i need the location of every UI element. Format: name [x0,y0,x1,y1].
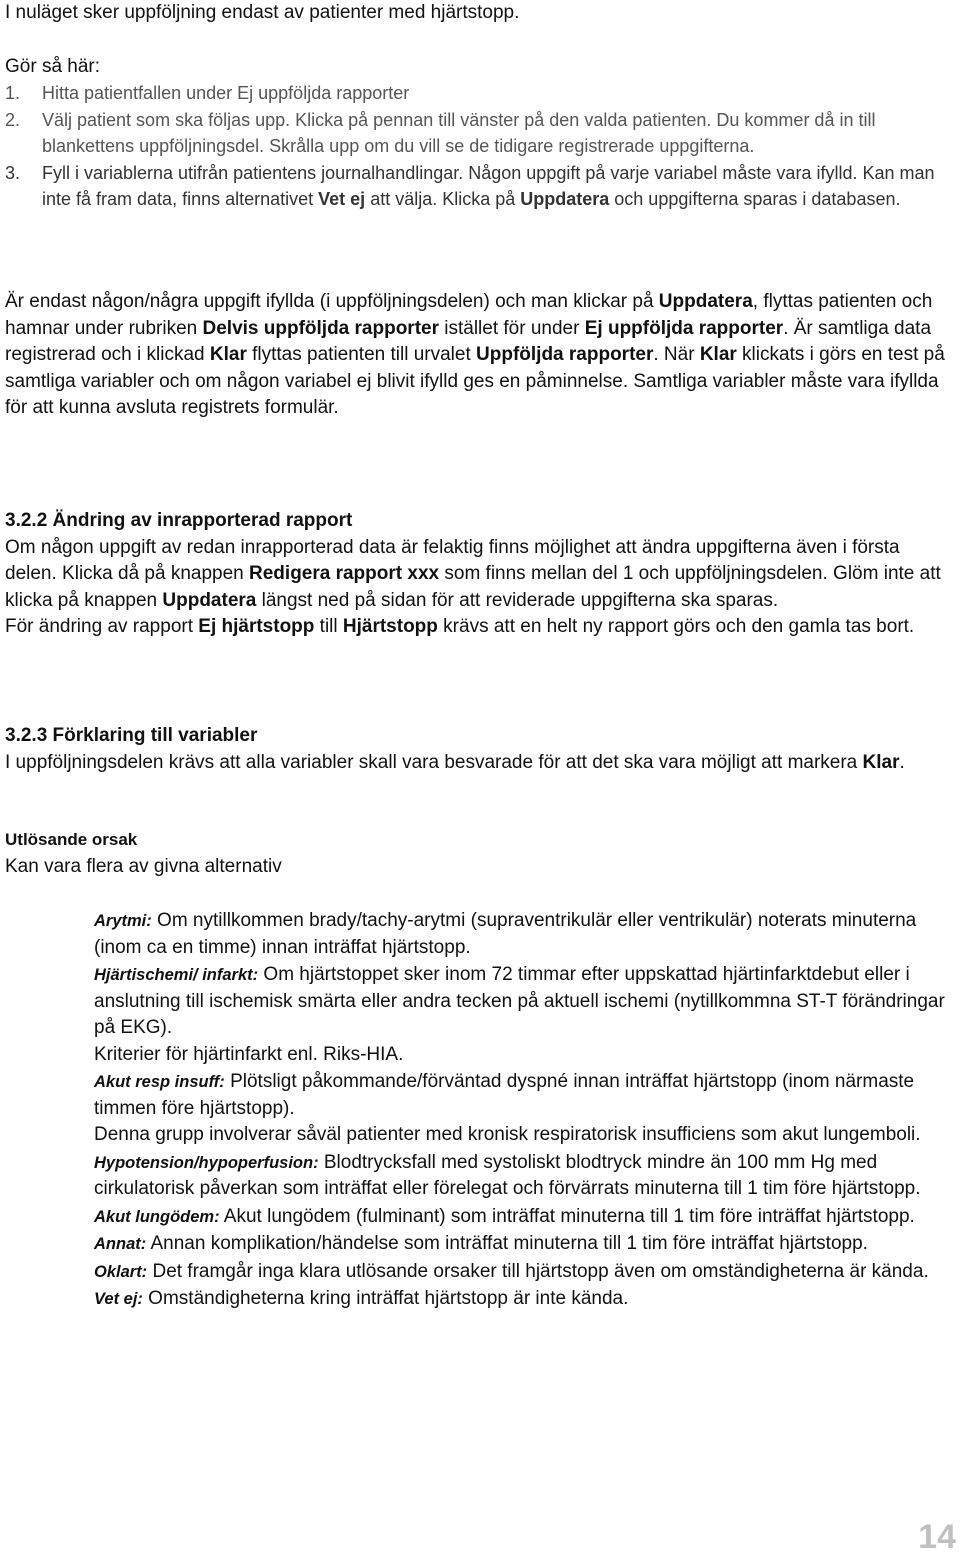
definition-text: Akut lungödem (fulminant) som inträffat minuterna till 1 tim före inträffat hjärtstopp. [219,1205,915,1227]
definition-item [94,1231,956,1258]
subsection-title: Utlösande orsak [5,830,138,849]
text-run: Fyll i variablerna utifrån patientens journalhandlingar. Någon uppgift på varje variabel måste vara ifylld. Kan man inte få fram data, finns alternativet [42,162,935,209]
text-run: . [899,751,905,773]
text-run: istället för under [438,317,585,339]
page-number: 14 [918,1518,956,1556]
instructions-label: Gör så här: [5,55,101,77]
text-run: . Är samtliga data registrerad och i klickad [5,317,932,365]
text-run: Hitta patientfallen under [42,83,238,103]
text-run: Ej uppföljda rapporter [237,83,410,103]
definition-text: Det framgår inga klara utlösande orsaker till hjärtstopp även om omständigheterna är kända. [147,1260,929,1282]
text-run: längst ned på sidan för att reviderade uppgifterna ska sparas. [256,589,779,611]
bold-term: Delvis uppföljda rapporter [202,317,439,339]
text-run: klickats i görs en test på samtliga variabler och om någon variabel ej blivit ifylld ges en påminnelse. Samtliga variabler måste vara ifyllda för att kunna avsluta registrets formulär. [5,344,945,418]
definition-item [94,962,956,1042]
definition-item [94,908,956,961]
step-number: 1. [5,83,21,103]
text-run: Om någon uppgift av redan inrapporterad data är felaktig finns möjlighet att ändra uppgifterna även i första delen. Klicka då på knappen [5,536,900,584]
bold-term: Uppdatera [520,189,610,209]
bold-term: Ej hjärtstopp [198,616,315,637]
definition-term: Oklart: [94,1262,148,1281]
section-heading: 3.2.3 Förklaring till variabler [5,725,258,746]
definition-item [94,1286,956,1313]
definition-text: Annan komplikation/händelse som inträffat minuterna till 1 tim före inträffat hjärtstopp. [146,1233,868,1254]
definition-text: Om nytillkommen brady/tachy-arytmi (supraventrikulär eller ventrikulär) noterats minuterna (inom ca en timme) innan inträffat hjärtstopp. [94,910,917,958]
definition-term: Vet ej: [94,1290,143,1308]
text-run: till [314,616,343,637]
section-paragraph [5,614,955,641]
bold-term: Uppdatera [162,589,257,611]
intro-section [5,0,955,213]
definitions-list [94,908,956,1313]
instruction-step [5,80,955,107]
definition-term: Hjärtischemi/ infarkt: [94,966,259,984]
bold-term: Klar [699,344,737,365]
instruction-steps [5,80,955,213]
status-paragraph [5,289,955,422]
definition-text: Plötsligt påkommande/förväntad dyspné innan inträffat hjärtstopp (inom närmaste timmen före hjärtstopp). [94,1071,915,1119]
text-run: krävs att en helt ny rapport görs och den gamla tas bort. [437,616,915,637]
paragraph-text [5,289,955,422]
subsection-subtitle: Kan vara flera av givna alternativ [5,855,282,877]
text-run: flyttas patienten till urvalet [246,344,477,365]
definition-note: Kriterier för hjärtinfarkt enl. Riks-HIA. [94,1043,404,1065]
text-run: att välja. Klicka på [365,189,521,209]
definition-text: Om hjärtstoppet sker inom 72 timmar efter uppskattad hjärtinfarktdebut eller i anslutning till ischemisk smärta eller andra tecken på aktuell ischemi (nytillkommna ST-T förändringar på EKG). [94,964,945,1038]
intro-line: I nuläget sker uppföljning endast av patienter med hjärtstopp. [5,2,520,23]
definition-term: Annat: [94,1235,147,1253]
text-run: som finns mellan del 1 och uppföljningsdelen. Glöm inte att klicka på knappen [5,563,941,611]
instruction-step [5,160,955,213]
definition-term: Akut lungödem: [94,1207,220,1226]
bold-term: Ej uppföljda rapporter [584,317,784,339]
definition-text: Blodtrycksfall med systoliskt blodtryck mindre än 100 mm Hg med cirkulatorisk påverkan som inträffat eller förelegat och förvärrats minuterna till 1 tim före hjärtstopp. [94,1151,921,1199]
text-run: För ändring av rapport [5,616,199,637]
step-number: 3. [5,162,21,183]
section-3-2-3 [5,723,955,776]
bold-term: Hjärtstopp [342,616,438,637]
section-heading: 3.2.2 Ändring av inrapporterad rapport [5,510,353,531]
definition-item [94,1259,956,1286]
definition-item [94,1069,956,1122]
text-run: Är endast någon/några uppgift ifyllda (i uppföljningsdelen) och man klickar på [5,291,659,312]
definition-note: Denna grupp involverar såväl patienter med kronisk respiratorisk insufficiens som akut lungemboli. [94,1124,921,1145]
section-paragraph [5,750,955,777]
step-number: 2. [5,109,21,130]
instruction-step [5,107,955,160]
definition-item [94,1150,956,1203]
definition-item [94,1204,956,1231]
bold-term: Vet ej [318,189,366,209]
section-3-2-2 [5,508,955,641]
bold-term: Klar [862,751,900,773]
utlosande-orsak [5,827,955,880]
definition-term: Arytmi: [94,912,152,930]
section-paragraph [5,535,955,615]
text-run: . När [653,344,700,365]
text-run: , flyttas patienten och hamnar under rubriken [5,291,933,339]
bold-term: Redigera rapport xxx [249,563,440,584]
definition-term: Akut resp insuff: [94,1073,225,1091]
text-run: I uppföljningsdelen krävs att alla variabler skall vara besvarade för att det ska vara möjligt att markera [5,751,863,773]
text-run: och uppgifterna sparas i databasen. [609,189,901,209]
definition-term: Hypotension/hypoperfusion: [94,1153,319,1172]
bold-term: Klar [209,344,247,365]
bold-term: Uppdatera [658,291,753,312]
text-run: Välj patient som ska följas upp. Klicka på pennan till vänster på den valda patienten. Du kommer då in till blankettens uppföljningsdel. Skrålla upp om du vill se de tidigare registrerade uppgifterna. [42,109,876,156]
definition-text: Omständigheterna kring inträffat hjärtstopp är inte kända. [142,1288,629,1309]
bold-term: Uppföljda rapporter [476,344,654,365]
